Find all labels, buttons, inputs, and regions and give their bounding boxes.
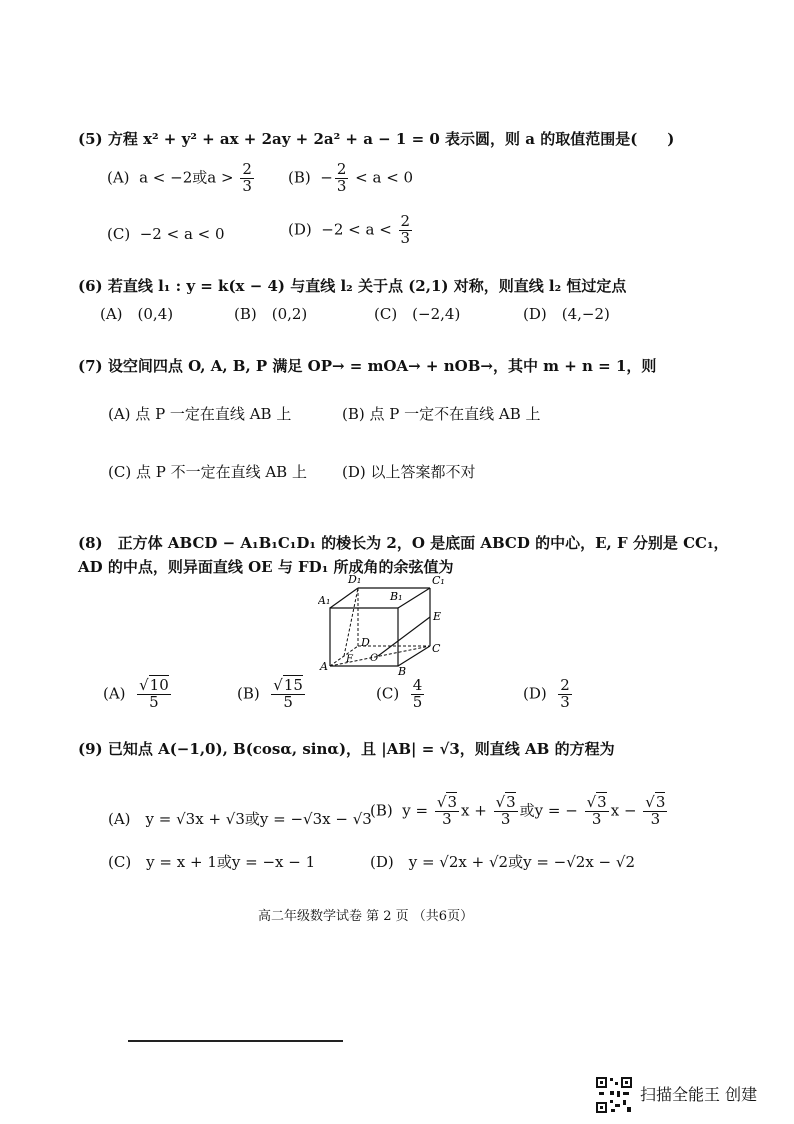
q7-option-c: (C) 点 P 不一定在直线 AB 上 [108,463,307,481]
label-o: O [370,653,379,664]
q5-option-d: (D) −2 < a < $\frac{2}{3}$ [288,212,411,247]
q9-option-c: (C) y = x + 1或y = −x − 1 [108,853,316,871]
q7-stem: (7) 设空间四点 O, A, B, P 满足 OP→ = mOA→ + nOB→，其中 m + n = 1，则 [78,357,657,375]
q9-option-b: (B) y = $\frac{√3}{3}$ x + $\frac{√3}{3}$ 或y = − $\frac{√3}{3}$ x − $\frac{√3}{3}$ [370,793,666,828]
q6-option-d: (D) (4,−2) [523,305,610,323]
label-d: D [361,636,370,649]
label-c1: C₁ [432,574,445,587]
q5-option-a: (A) a < −2或a > $\frac{2}{3}$ [107,160,252,195]
q6-option-b: (B) (0,2) [234,305,308,323]
divider-line [128,1040,343,1042]
label-a: A [320,660,328,673]
label-b1: B₁ [390,590,403,603]
page-footer: 高二年级数学试卷 第 2 页 （共6页） [258,909,474,924]
scanner-watermark: 扫描全能王 创建 [640,1085,758,1104]
q5-option-b: (B) − $\frac{2}{3}$ < a < 0 [288,160,414,195]
q7-option-d: (D) 以上答案都不对 [342,463,476,481]
q7-option-a: (A) 点 P 一定在直线 AB 上 [108,405,292,423]
q7-option-b: (B) 点 P 一定不在直线 AB 上 [342,405,541,423]
label-e: E [433,610,442,623]
qr-code-icon [595,1076,633,1114]
q8-stem-line2: AD 的中点，则异面直线 OE 与 FD₁ 所成角的余弦值为 [78,558,454,576]
q8-option-c: (C) $\frac{4}{5}$ [376,676,423,711]
q8-option-a: (A) $\frac{√10}{5}$ [103,676,169,711]
q5-option-c: (C) −2 < a < 0 [107,225,225,243]
q8-option-b: (B) $\frac{√15}{5}$ [237,676,303,711]
q9-stem: (9) 已知点 A(−1,0), B(cosα, sinα)，且 |AB| = √3，则直线 AB 的方程为 [78,740,615,758]
label-f: F [346,654,353,665]
label-a1: A₁ [318,594,331,607]
label-c: C [432,642,441,655]
q8-stem-line1: (8) 正方体 ABCD − A₁B₁C₁D₁ 的棱长为 2，O 是底面 ABCD 的中心，E, F 分别是 CC₁， [78,534,729,552]
q6-stem: (6) 若直线 l₁ : y = k(x − 4) 与直线 l₂ 关于点 (2,1) 对称，则直线 l₂ 恒过定点 [78,277,627,295]
label-d1: D₁ [348,573,362,586]
q9-option-d: (D) y = √2x + √2或y = −√2x − √2 [370,853,635,871]
label-b: B [398,665,407,675]
q5-stem: (5) 方程 x² + y² + ax + 2ay + 2a² + a − 1 = 0 表示圆，则 a 的取值范围是( ) [78,130,675,148]
cube-figure [318,570,453,675]
q8-option-d: (D) $\frac{2}{3}$ [523,676,570,711]
q9-option-a: (A) y = √3x + √3或y = −√3x − √3 [108,810,372,828]
q6-option-c: (C) (−2,4) [374,305,461,323]
q6-option-a: (A) (0,4) [100,305,174,323]
